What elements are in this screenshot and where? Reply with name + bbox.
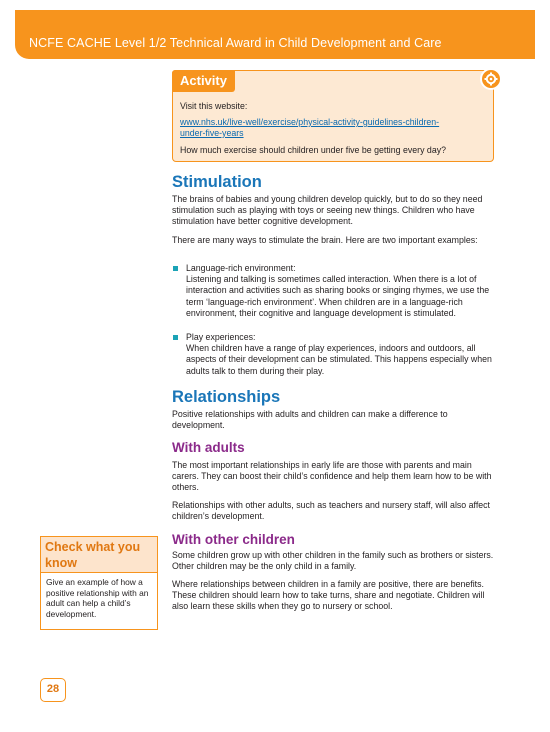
header-title: NCFE CACHE Level 1/2 Technical Award in Child Development and Care bbox=[29, 36, 442, 50]
activity-link-line1[interactable]: www.nhs.uk/live-well/exercise/physical-activity-guidelines-children- bbox=[180, 117, 440, 127]
with-children-heading: With other children bbox=[172, 532, 295, 547]
activity-link-line2[interactable]: under-five-years bbox=[180, 128, 244, 138]
check-text: Give an example of how a positive relationship with an adult can help a child’s development. bbox=[46, 577, 149, 619]
gear-icon bbox=[480, 68, 502, 90]
activity-box bbox=[172, 70, 494, 162]
bullet-title: Language-rich environment: bbox=[186, 263, 296, 273]
bullet-text: Listening and talking is sometimes called interaction. When there is a lot of interaction and activities such as sharing books or singing rhymes, we use the term ‘language-rich environment’. When children are in a language-rich environment, their cognitive and language development is stimulated. bbox=[186, 274, 490, 318]
stimulation-para-1: The brains of babies and young children develop quickly, but to do so they need stimulation such as playing with toys or seeing new things. Children who have stimulation have better cognitive development. bbox=[172, 194, 483, 227]
bullet-title: Play experiences: bbox=[186, 332, 256, 342]
activity-intro: Visit this website: bbox=[180, 101, 248, 111]
with-adults-heading: With adults bbox=[172, 440, 245, 455]
with-adults-para-2: Relationships with other adults, such as teachers and nursery staff, will also affect children’s development. bbox=[172, 500, 490, 522]
bullet-text: When children have a range of play experiences, indoors and outdoors, all aspects of their development can be stimulated. This happens especially when adults talk to them during their play. bbox=[186, 343, 492, 376]
bullet-marker bbox=[173, 266, 178, 271]
with-adults-para-1: The most important relationships in early life are those with parents and main carers. They can boost their child’s confidence and help them learn how to be with others. bbox=[172, 460, 492, 493]
page-header bbox=[15, 10, 535, 59]
activity-question: How much exercise should children under five be getting every day? bbox=[180, 145, 447, 155]
stimulation-heading: Stimulation bbox=[172, 173, 262, 191]
page-number: 28 bbox=[40, 678, 66, 702]
bullet-language-rich bbox=[186, 263, 502, 319]
relationships-heading: Relationships bbox=[172, 388, 281, 406]
check-title: Check what you know bbox=[41, 537, 157, 573]
stimulation-para-2: There are many ways to stimulate the brain. Here are two important examples: bbox=[172, 235, 478, 245]
relationships-para: Positive relationships with adults and children can make a difference to development. bbox=[172, 409, 448, 431]
with-children-para-1: Some children grow up with other children in the family such as brothers or sisters. Other children may be the only child in a family. bbox=[172, 550, 494, 572]
with-children-para-2: Where relationships between children in a family are positive, there are benefits. These children should learn how to take turns, share and negotiate. Children will also learn these skills when they go to nursery or school. bbox=[172, 579, 485, 612]
bullet-play-experiences bbox=[186, 332, 502, 377]
bullet-marker bbox=[173, 335, 178, 340]
activity-label: Activity bbox=[172, 70, 235, 92]
check-what-you-know-box bbox=[40, 536, 158, 630]
